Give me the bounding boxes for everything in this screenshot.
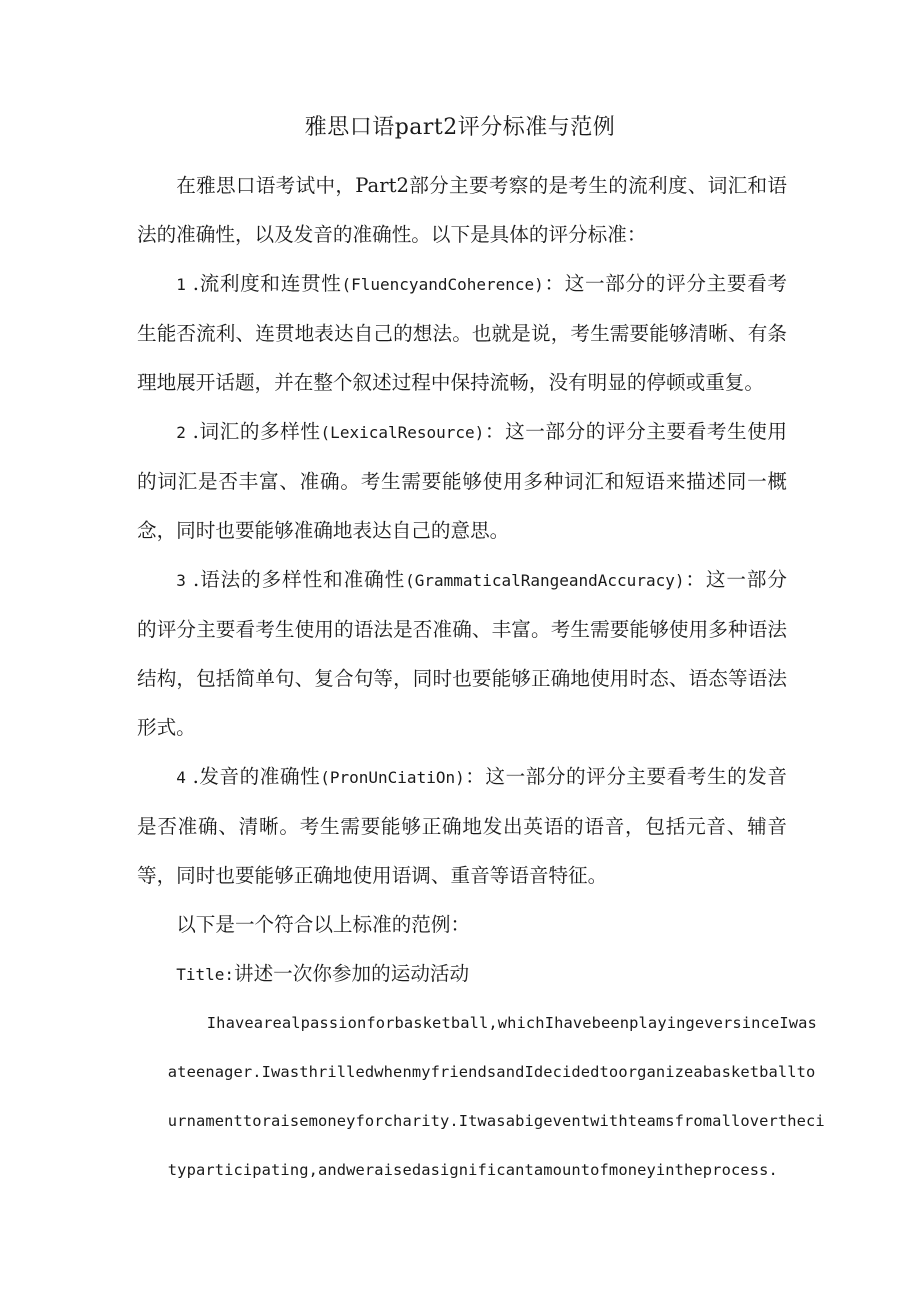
example-title: 讲述一次你参加的运动活动	[233, 962, 470, 985]
example-paragraph	[137, 999, 825, 1195]
criterion-text: ：这一部分的评分主要看考生使用的语法是否准确、丰富。考生需要能够使用多种语法结构，包括简单句、复合句等，同时也要能够正确地使用时态、语态等语法形式。	[137, 568, 787, 739]
intro-paragraph: 在雅思口语考试中，Part2部分主要考察的是考生的流利度、词汇和语法的准确性，以及发音的准确性。以下是具体的评分标准：	[137, 174, 787, 246]
criterion-name: .语法的多样性和准确性	[192, 568, 406, 591]
criterion-number: 4	[176, 768, 186, 787]
example-line: ateenager.IwasthrilledwhenmyfriendsandIdecidedtoorganizeabasketballto	[167, 1063, 816, 1081]
criterion-text: ：这一部分的评分主要看考生能否流利、连贯地表达自己的想法。也就是说，考生需要能够清晰、有条理地展开话题，并在整个叙述过程中保持流畅，没有明显的停顿或重复。	[137, 272, 787, 394]
example-line: urnamenttoraisemoneyforcharity.Itwasabigeventwithteamsfromallovertheci	[167, 1112, 825, 1130]
example-line: Ihavearealpassionforbasketball,whichIhavebeenplayingeversinceIwas	[206, 1014, 817, 1032]
document-body	[137, 161, 825, 1195]
criterion-text: ：这一部分的评分主要看考生使用的词汇是否丰富、准确。考生需要能够使用多种词汇和短语来描述同一概念，同时也要能够准确地表达自己的意思。	[137, 420, 788, 542]
criterion-number: 3	[176, 571, 186, 590]
criterion-term: (PronUnCiatiOn)	[320, 768, 465, 787]
criterion-paragraph-2	[137, 407, 787, 555]
criterion-paragraph-1	[137, 259, 787, 407]
criterion-paragraph-4	[137, 752, 787, 900]
criterion-name: .流利度和连贯性	[192, 272, 342, 295]
criterion-name: .词汇的多样性	[192, 420, 321, 443]
criterion-term: (FluencyandCoherence)	[341, 275, 544, 294]
criterion-number: 1	[176, 275, 186, 294]
criterion-name: .发音的准确性	[192, 765, 321, 788]
example-line: typarticipating,andweraisedasignificantamountofmoneyintheprocess.	[167, 1161, 778, 1179]
document-title: 雅思口语part2评分标准与范例	[304, 115, 616, 140]
criterion-term: (LexicalResource)	[320, 423, 485, 442]
criterion-term: (GrammaticalRangeandAccuracy)	[405, 571, 685, 590]
criterion-number: 2	[176, 423, 186, 442]
example-title-line	[137, 949, 787, 999]
criterion-paragraph-3	[137, 555, 787, 752]
criterion-text: ：这一部分的评分主要看考生的发音是否准确、清晰。考生需要能够正确地发出英语的语音，包括元音、辅音等，同时也要能够正确地使用语调、重音等语音特征。	[137, 765, 787, 887]
example-title-label: Title:	[176, 965, 234, 984]
example-intro: 以下是一个符合以上标准的范例：	[176, 913, 471, 936]
